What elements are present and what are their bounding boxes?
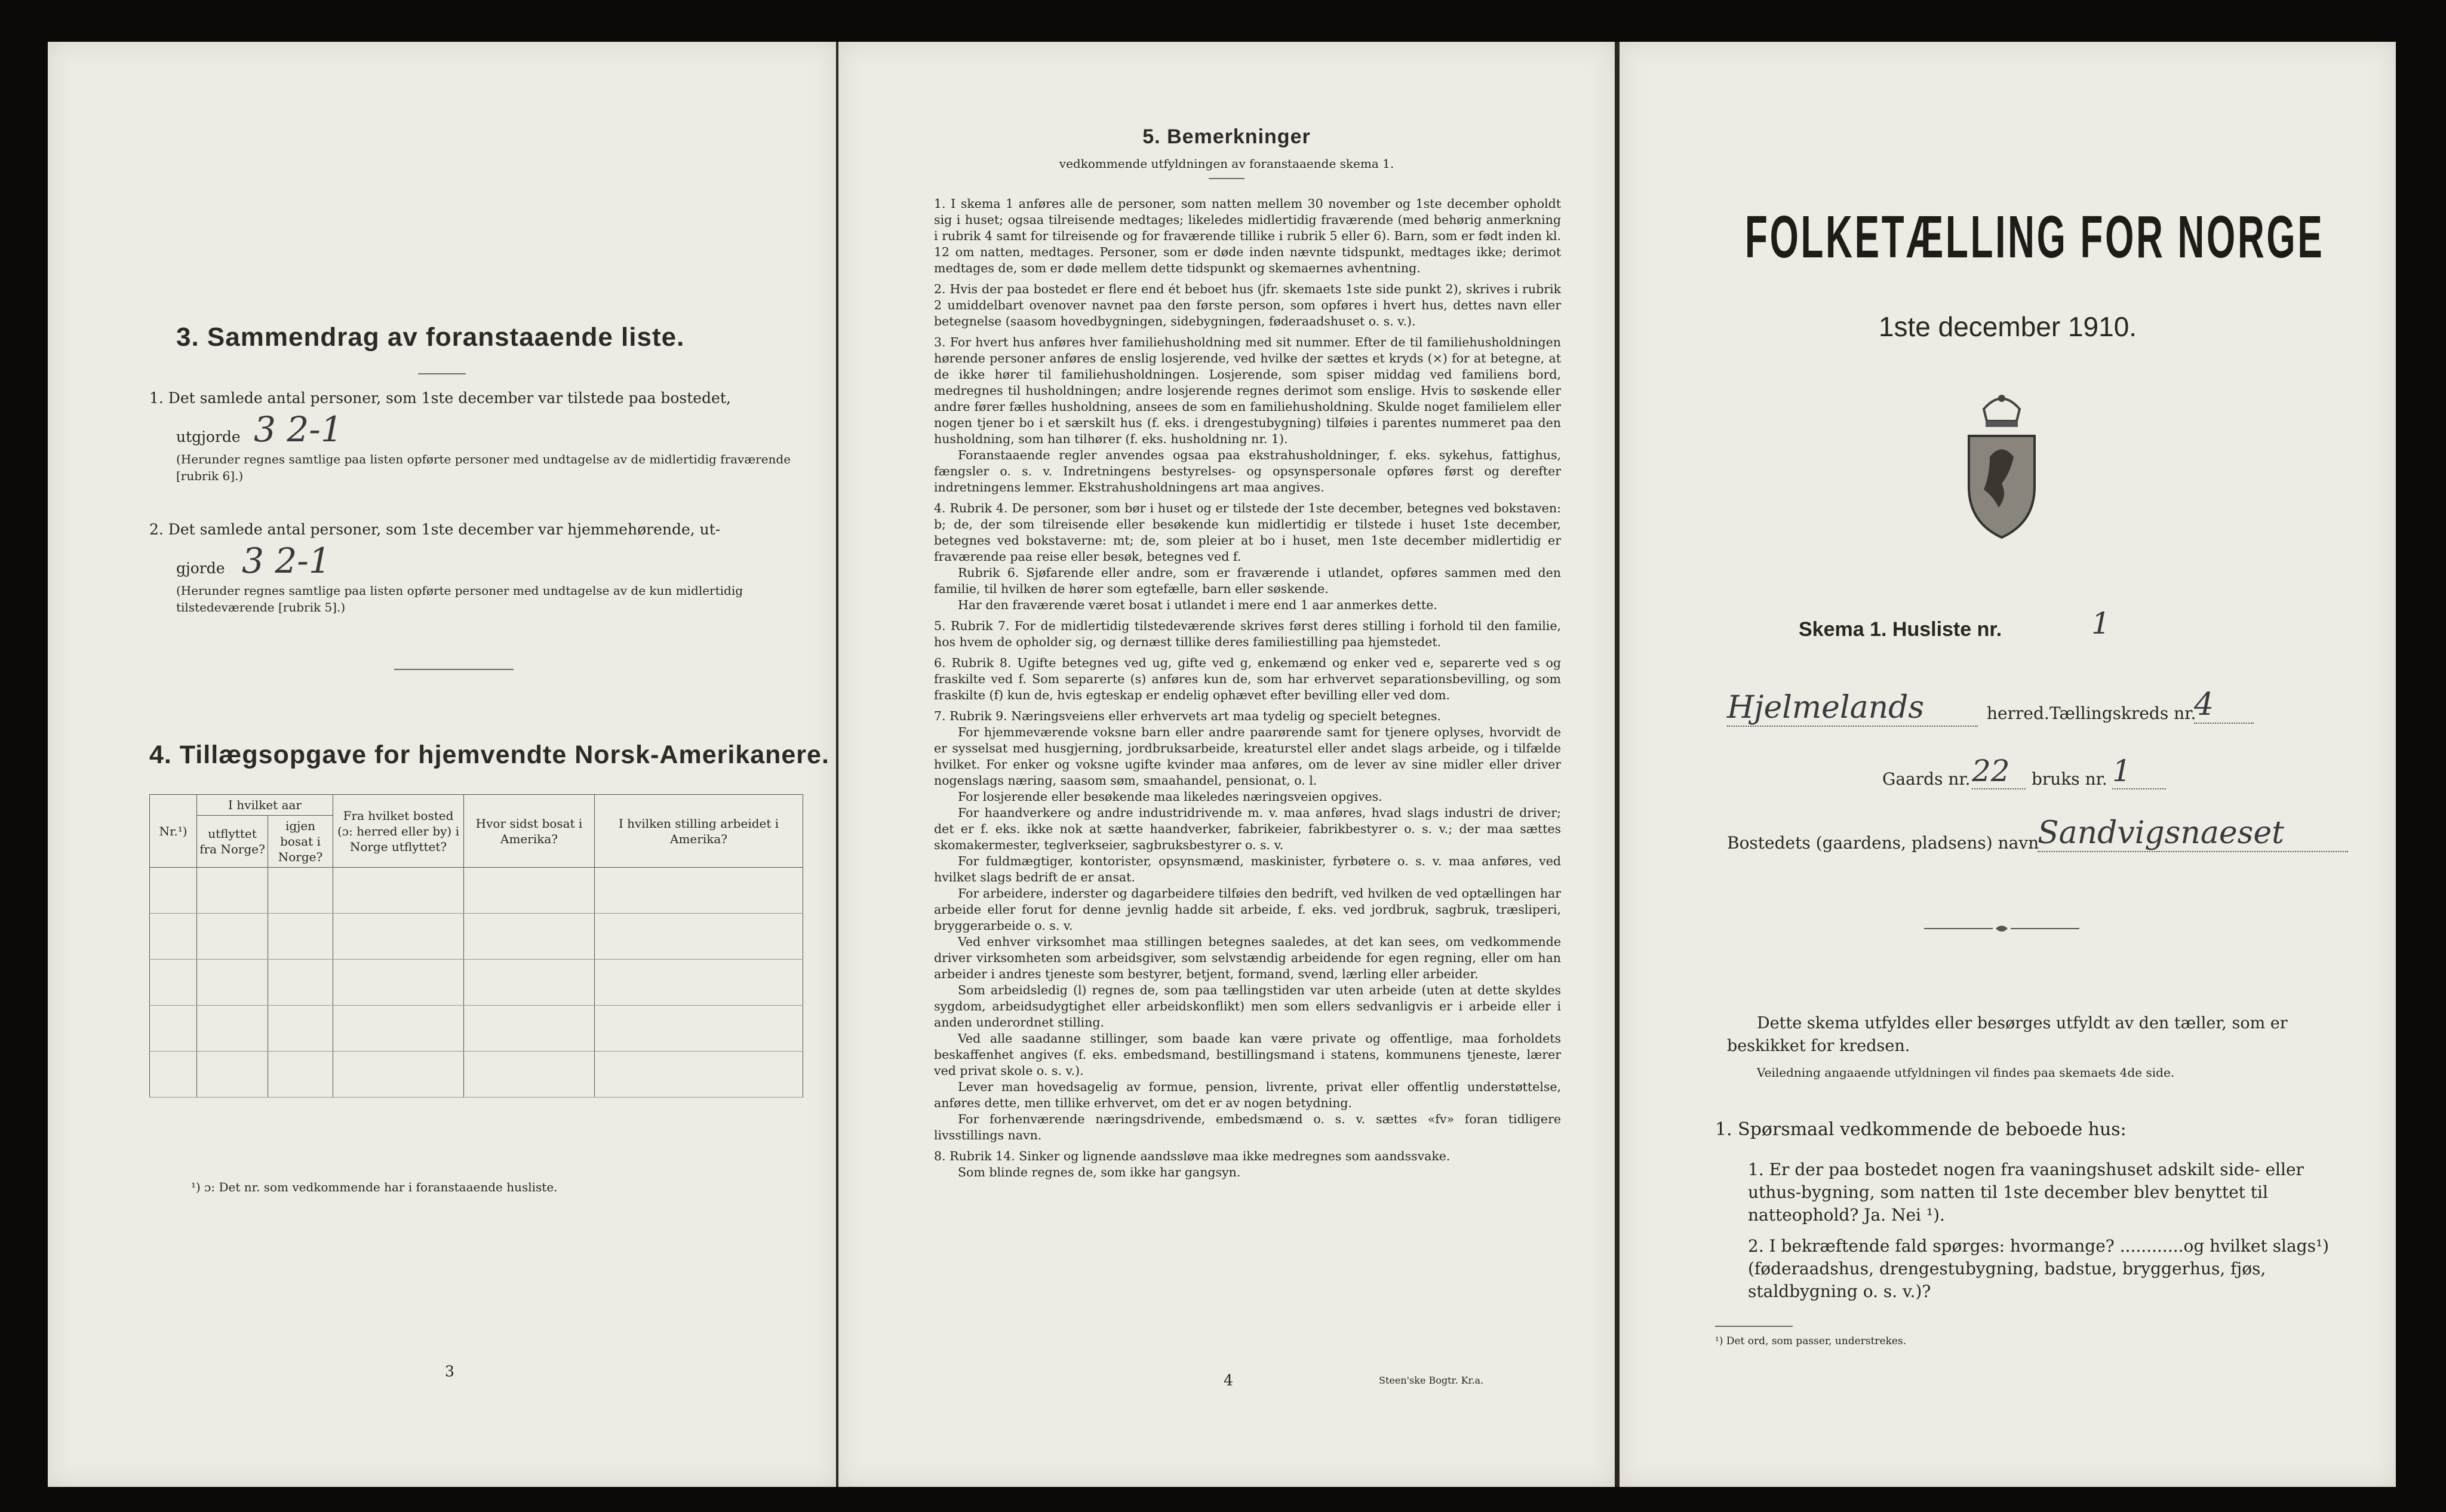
col-amerika: Hvor sidst bosat i Amerika? bbox=[464, 795, 595, 868]
norsk-amerikanere-table bbox=[149, 794, 803, 1098]
table-row bbox=[150, 960, 803, 1006]
remark-paragraph: 7. Rubrik 9. Næringsveiens eller erhvervets art maa tydelig og specielt betegnes. bbox=[934, 709, 1441, 723]
col-stilling: I hvilken stilling arbeidet i Amerika? bbox=[595, 795, 803, 868]
col-bosted: Fra hvilket bosted (ɔ: herred eller by) i Norge utflyttet? bbox=[333, 795, 464, 868]
bruks-label: bruks nr. bbox=[2032, 769, 2107, 789]
page-number: 3 bbox=[445, 1363, 454, 1380]
remarks-subtitle: vedkommende utfyldningen av foranstaaende skema 1. bbox=[1059, 156, 1394, 171]
table-row bbox=[150, 1006, 803, 1052]
col-bosat: igjen bosat i Norge? bbox=[268, 816, 333, 868]
table-row bbox=[150, 914, 803, 960]
bosted-value: Sandvigsnaeset bbox=[2038, 815, 2348, 852]
remark-paragraph: 4. Rubrik 4. De personer, som bør i huset og er tilstede der 1ste december, betegnes ved bokstaven: b; de, der som tilreisende eller besøkende kun midlertidig er tilstede i huset 1ste december, betegnes ved bokstaverne: mt; de, som pleier at bo i huset, men 1ste december midlertidig er fraværende paa reise eller besøk, betegnes ved f. bbox=[934, 501, 1561, 564]
item-2-label: gjorde bbox=[176, 560, 225, 577]
remark-paragraph: 5. Rubrik 7. For de midlertidig tilstedeværende skrives først deres stilling i forhold til den familie, hos hvem de opholder sig, og dernæst tillike deres familiestilling paa hjemstedet. bbox=[934, 619, 1561, 649]
remark-paragraph: For losjerende eller besøkende maa likeledes næringsveien opgives. bbox=[958, 789, 1382, 804]
remark-paragraph: Rubrik 6. Sjøfarende eller andre, som er fraværende i utlandet, opføres sammen med den familie, til hvilken de hører som egtefælle, barn eller søskende. bbox=[934, 566, 1561, 596]
gaards-label: Gaards nr. bbox=[1882, 769, 1971, 789]
printer-mark: Steen'ske Bogtr. Kr.a. bbox=[1379, 1375, 1484, 1386]
col-group-year: I hvilket aar bbox=[197, 795, 333, 816]
remark-paragraph: For forhenværende næringsdrivende, embedsmænd o. s. v. sættes «fv» foran tidligere livsstillings navn. bbox=[934, 1112, 1561, 1142]
remark-paragraph: Ved enhver virksomhet maa stillingen betegnes saaledes, at det kan sees, om vedkommende driver virksomheten som arbeidsgiver, som selvstændig arbeidende for egen regning, eller om han arbeider i andres tjeneste som bestyrer, betjent, formand, svend, lærling eller arbeider. bbox=[934, 935, 1561, 981]
remarks-list bbox=[934, 191, 1561, 1181]
bruks-value: 1 bbox=[2112, 754, 2166, 789]
footnote: ¹) ɔ: Det nr. som vedkommende har i foranstaaende husliste. bbox=[191, 1180, 558, 1194]
item-1-note: (Herunder regnes samtlige paa listen opførte personer med undtagelse av de midlertidig fraværende [rubrik 6].) bbox=[176, 452, 791, 483]
section-4-title: 4. Tillægsopgave for hjemvendte Norsk-Amerikanere. bbox=[149, 740, 829, 769]
remark-paragraph: For hjemmeværende voksne barn eller andre paarørende samt for tjenere oplyses, hvorvidt de er sysselsat med husgjerning, jordbruksarbeide, kreaturstel eller andet slags arbeide, og i tilfælde hvilket. For enker og voksne ugifte kvinder maa anføres, om de lever av sine midler eller driver nogenslags næring, saasom søm, smaahandel, pensionat, o. l. bbox=[934, 725, 1561, 788]
schema-label: Skema 1. Husliste nr. bbox=[1799, 618, 2002, 641]
page-3 bbox=[48, 42, 836, 1487]
form-date: 1ste december 1910. bbox=[1878, 311, 2137, 342]
col-nr: Nr.¹) bbox=[150, 795, 197, 868]
question-1: 1. Er der paa bostedet nogen fra vaaningshuset adskilt side- eller uthus-bygning, som natten til 1ste december blev benyttet til natteophold? Ja. Nei ¹). bbox=[1748, 1160, 2304, 1225]
gaards-value: 22 bbox=[1972, 754, 2026, 789]
col-utflyttet: utflyttet fra Norge? bbox=[197, 816, 268, 868]
remark-paragraph: 8. Rubrik 14. Sinker og lignende aandssløve maa ikke medregnes som aandssvake. bbox=[934, 1149, 1451, 1163]
page-4 bbox=[838, 42, 1615, 1487]
remark-paragraph: Som blinde regnes de, som ikke har gangsyn. bbox=[958, 1165, 1241, 1179]
item-1-label: utgjorde bbox=[176, 428, 241, 445]
item-1-text: 1. Det samlede antal personer, som 1ste december var tilstede paa bostedet, bbox=[149, 389, 731, 407]
schema-nr: 1 bbox=[2091, 606, 2110, 641]
remark-paragraph: Som arbeidsledig (l) regnes de, som paa tællingstiden var uten arbeide (uten at dette skyldes sygdom, arbeidsudygtighet eller arbeidskonflikt) men som ellers sedvanligvis er i arbeide eller i anden underordnet stilling. bbox=[934, 983, 1561, 1029]
herred-value: Hjelmelands bbox=[1727, 690, 1978, 727]
remark-paragraph: For arbeidere, inderster og dagarbeidere tilføies den bedrift, ved hvilken de ved optællingen har arbeide eller forut for denne jevnlig hadde sit arbeide, f. eks. ved jordbruk, sagbruk, træsliperi, bryggerarbeide o. s. v. bbox=[934, 886, 1561, 933]
item-2-value: 3 2-1 bbox=[242, 540, 331, 581]
divider bbox=[1209, 178, 1244, 179]
footnote: ¹) Det ord, som passer, understrekes. bbox=[1715, 1335, 1907, 1347]
herred-label: herred. bbox=[1987, 703, 2049, 723]
kreds-value: 4 bbox=[2194, 687, 2254, 724]
item-1-value: 3 2-1 bbox=[254, 409, 343, 450]
divider bbox=[418, 373, 466, 374]
table-row bbox=[150, 868, 803, 914]
instruction-small: Veiledning angaaende utfyldningen vil findes paa skemaets 4de side. bbox=[1757, 1065, 2175, 1080]
remark-paragraph: Ved alle saadanne stillinger, som baade kan være private og offentlige, maa forholdets beskaffenhet angives (f. eks. embedsmand, bestillingsmand i statens, kommunens tjeneste, lærer ved privat skole o. s. v.). bbox=[934, 1031, 1561, 1078]
remarks-title: 5. Bemerkninger bbox=[1142, 125, 1311, 148]
page-1 bbox=[1620, 42, 2396, 1487]
section-3-title: 3. Sammendrag av foranstaaende liste. bbox=[176, 322, 685, 352]
remark-paragraph: For fuldmægtiger, kontorister, opsynsmænd, maskinister, fyrbøtere o. s. v. maa anføres, ved hvilket slags bedrift de er ansat. bbox=[934, 854, 1561, 884]
page-number: 4 bbox=[1224, 1372, 1233, 1389]
remark-paragraph: Lever man hovedsagelig av formue, pension, livrente, privat eller offentlig understøttelse, anføres dette, men tillike erhvervet, om det er av nogen betydning. bbox=[934, 1080, 1561, 1110]
remark-paragraph: 1. I skema 1 anføres alle de personer, som natten mellem 30 november og 1ste december opholdt sig i huset; ogsaa tilreisende medtages; likeledes midlertidig fraværende (med behørig anmerkning i rubrik 4 samt for tilreisende og for fraværende tillike i rubrik 5 eller 6). Barn, som er født inden kl. 12 om natten, medtages. Personer, som er døde inden nævnte tidspunkt, medtages ikke; derimot medtages de, som er døde mellem dette tidspunkt og skemaernes avhentning. bbox=[934, 196, 1561, 275]
remark-paragraph: Har den fraværende været bosat i utlandet i mere end 1 aar anmerkes dette. bbox=[958, 598, 1437, 612]
item-2-text: 2. Det samlede antal personer, som 1ste december var hjemmehørende, ut- bbox=[149, 521, 721, 538]
remark-paragraph: 6. Rubrik 8. Ugifte betegnes ved ug, gifte ved g, enkemænd og enker ved e, separerte ved s og fraskilte ved f. Som separerte (s) anføres kun de, som har erhvervet separationsbevilling, og som fraskilte (f) kun de, hvis egteskap er endelig ophævet efter bevilling eller ved dom. bbox=[934, 656, 1561, 702]
bosted-label: Bostedets (gaardens, pladsens) navn bbox=[1727, 833, 2039, 853]
remark-paragraph: For haandverkere og andre industridrivende m. v. maa anføres, hvad slags industri de driver; det er f. eks. ikke nok at sætte haandverker, fabrikeier, fabrikbestyrer o. s. v.; der maa sættes skomakermester, teglverkseier, sagbruksbestyrer o. s. v. bbox=[934, 806, 1561, 852]
kreds-label: Tællingskreds nr. bbox=[2049, 703, 2196, 723]
table-row bbox=[150, 1052, 803, 1098]
norway-coat-of-arms-icon bbox=[1957, 385, 2046, 543]
item-2-note: (Herunder regnes samtlige paa listen opførte personer med undtagelse av de kun midlertidig tilstedeværende [rubrik 5].) bbox=[176, 583, 743, 614]
remark-paragraph: 2. Hvis der paa bostedet er flere end ét beboet hus (jfr. skemaets 1ste side punkt 2), skrives i rubrik 2 umiddelbart ovenover navnet paa den første person, som opføres i hvert hus, dettes navn eller betegnelse (saasom hovedbygningen, sidebygningen, føderaadshuset o. s. v.). bbox=[934, 282, 1561, 328]
ornament-divider-icon bbox=[1924, 923, 2079, 937]
question-2: 2. I bekræftende fald spørges: hvormange? ............og hvilket slags¹) (føderaadshus, drengestubygning, badstue, bryggerhus, fjøs, staldbygning o. s. v.)? bbox=[1748, 1236, 2330, 1301]
remark-paragraph: 3. For hvert hus anføres hver familiehusholdning med sit nummer. Efter de til familiehusholdningen hørende personer anføres de enslig losjerende, ved hvilke der sættes et kryds (×) for at betegne, at de ikke hører til familiehusholdningen. Losjerende, som spiser middag ved familiens bord, medregnes til husholdningen; andre losjerende regnes derimot som enslige. Hvis to søskende eller andre fører fælles husholdning, ansees de som en familiehusholdning. Skulde noget familielem eller nogen tjener bo i et særskilt hus (f. eks. i drengestubygning) tilføies i parentes nummeret paa den husholdning, som han tilhører (f. eks. husholdning nr. 1). bbox=[934, 335, 1561, 446]
remark-paragraph: Foranstaaende regler anvendes ogsaa paa ekstrahusholdninger, f. eks. sykehus, fattighus, fængsler o. s. v. Indretningens bestyrelses- og opsynspersonale opføres først og derefter indretningens lemmer. Ekstrahusholdningens art maa angives. bbox=[934, 448, 1561, 494]
divider bbox=[1715, 1326, 1793, 1327]
divider bbox=[394, 669, 514, 670]
questions-heading: 1. Spørsmaal vedkommende de beboede hus: bbox=[1715, 1119, 2127, 1140]
instruction: Dette skema utfyldes eller besørges utfyldt av den tæller, som er beskikket for kredsen. bbox=[1727, 1014, 2288, 1055]
form-title: FOLKETÆLLING FOR NORGE bbox=[1745, 204, 2325, 271]
